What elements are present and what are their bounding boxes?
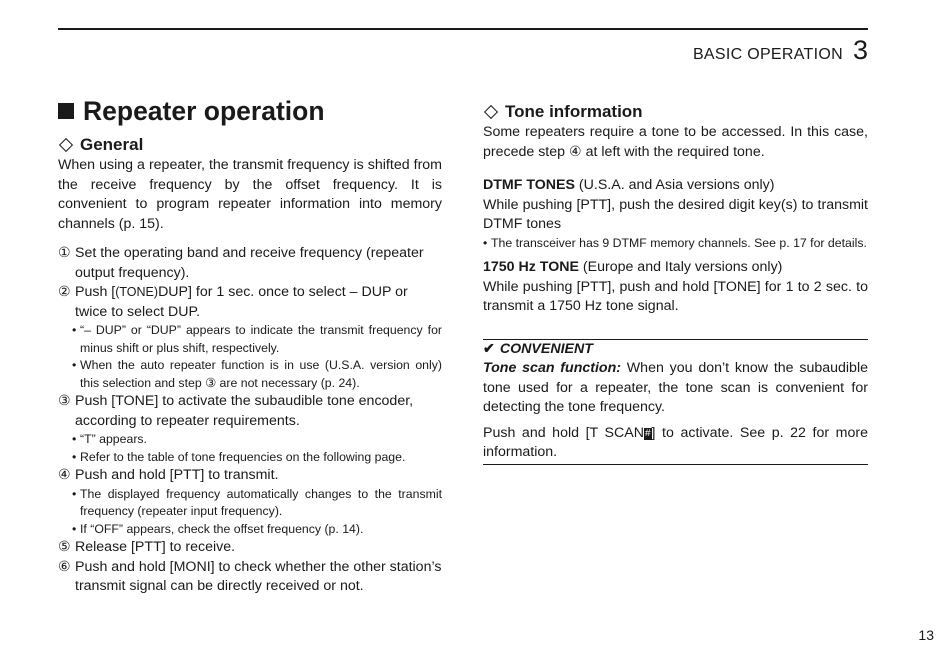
step-number: ① bbox=[58, 245, 71, 261]
dtmf-bullet-text: The transceiver has 9 DTMF memory channels. See p. 17 for details. bbox=[491, 235, 867, 250]
push-post: ] to activate. See p. 22 for more information. bbox=[483, 424, 868, 460]
step-number: ⑥ bbox=[58, 558, 71, 575]
dtmf-line bbox=[483, 176, 868, 196]
tone-scan-paragraph bbox=[483, 359, 868, 418]
step-bullet-text: If “OFF” appears, check the offset frequency (p. 14). bbox=[80, 521, 364, 536]
step-text: Release [PTT] to receive. bbox=[75, 539, 236, 555]
step-text-post: DUP] for 1 sec. once to select – DUP or twice to select DUP. bbox=[75, 284, 408, 320]
step-text bbox=[75, 283, 442, 322]
chapter-number: 3 bbox=[852, 35, 868, 65]
step-bullet: • When the auto repeater function is in use (U.S.A. version only) this selection and step ③ are not necessary (p. 24). bbox=[58, 357, 442, 392]
tone-scan-text: When you don’t know the subaudible tone used for a repeater, the tone scan is convenient for detecting the tone frequency. bbox=[483, 360, 868, 415]
tone1750-label: 1750 Hz TONE bbox=[483, 259, 579, 275]
step-bullet: • Refer to the table of tone frequencies on the following page. bbox=[58, 449, 442, 467]
tone-heading-text: Tone information bbox=[505, 102, 643, 121]
step-bullet: • The displayed frequency automatically changes to the transmit frequency (repeater input frequency). bbox=[58, 486, 442, 521]
tone1750-paragraph: While pushing [PTT], push and hold [TONE] for 1 to 2 sec. to transmit a 1750 Hz tone signal. bbox=[483, 278, 868, 314]
step-bullet: • If “OFF” appears, check the offset frequency (p. 14). bbox=[58, 521, 442, 539]
step-item bbox=[58, 538, 442, 558]
page-header bbox=[693, 35, 868, 66]
step-item bbox=[58, 466, 442, 486]
page-title-text: Repeater operation bbox=[83, 96, 325, 126]
step-bullet: • “T” appears. bbox=[58, 431, 442, 449]
tone1750-note: (Europe and Italy versions only) bbox=[578, 259, 783, 275]
tone-key-label: (TONE) bbox=[115, 285, 159, 299]
step-text: Push and hold [MONI] to check whether the other station’s transmit signal can be directly received or not. bbox=[75, 558, 442, 594]
dtmf-note: (U.S.A. and Asia versions only) bbox=[574, 177, 775, 193]
top-rule bbox=[58, 28, 868, 30]
convenient-label bbox=[483, 340, 868, 360]
step-bullet-text: “– DUP” or “DUP” appears to indicate the transmit frequency for minus shift or plus shift, respectively. bbox=[80, 323, 442, 355]
step-number: ③ bbox=[58, 393, 71, 409]
general-paragraph: When using a repeater, the transmit frequency is shifted from the receive frequency by the offset frequency. It is convenient to program repeater information into memory channels (p. 15). bbox=[58, 157, 442, 232]
step-text: Push [TONE] to activate the subaudible tone encoder, according to repeater requirements. bbox=[75, 393, 414, 429]
section-title: BASIC OPERATION bbox=[692, 46, 843, 63]
step-bullet: • “– DUP” or “DUP” appears to indicate the transmit frequency for minus shift or plus shift, respectively. bbox=[58, 322, 442, 357]
tone-scan-label: Tone scan function: bbox=[483, 360, 621, 376]
page-title bbox=[58, 96, 442, 126]
convenient-box bbox=[483, 339, 868, 465]
step-item bbox=[58, 392, 442, 431]
step-text-pre: Push [ bbox=[75, 284, 116, 300]
tone-scan-push-paragraph bbox=[483, 424, 868, 463]
tone1750-line bbox=[483, 258, 868, 278]
push-pre: Push and hold [T SCAN bbox=[483, 424, 644, 441]
step-bullet-text: Refer to the table of tone frequencies on the following page. bbox=[80, 449, 406, 464]
step-item bbox=[58, 244, 442, 283]
dtmf-paragraph: While pushing [PTT], push the desired digit key(s) to transmit DTMF tones bbox=[483, 196, 868, 232]
hash-key-icon: # bbox=[644, 427, 651, 439]
step-text: Set the operating band and receive frequency (repeater output frequency). bbox=[75, 245, 424, 281]
general-heading bbox=[58, 134, 442, 156]
steps-list bbox=[58, 244, 442, 597]
step-item bbox=[58, 558, 442, 597]
page-number: 13 bbox=[918, 627, 934, 643]
dtmf-label: DTMF TONES bbox=[483, 177, 575, 193]
step-number: ② bbox=[58, 284, 71, 300]
step-number: ④ bbox=[58, 467, 71, 483]
square-bullet-icon bbox=[58, 103, 74, 119]
left-column bbox=[58, 96, 442, 597]
step-text: Push and hold [PTT] to transmit. bbox=[75, 467, 279, 483]
step-bullet-text: “T” appears. bbox=[80, 432, 147, 446]
step-item bbox=[58, 283, 442, 322]
diamond-icon bbox=[59, 138, 73, 152]
checkmark-icon: ✔ bbox=[483, 340, 495, 357]
tone-paragraph: Some repeaters require a tone to be accessed. In this case, precede step ④ at left with the required tone. bbox=[483, 124, 868, 160]
step-bullet-text: When the auto repeater function is in use (U.S.A. version only) this selection and step ③ are not necessary (p. 24). bbox=[80, 358, 442, 390]
convenient-label-text: CONVENIENT bbox=[499, 340, 593, 357]
general-heading-text: General bbox=[80, 135, 144, 154]
tone-heading bbox=[483, 101, 868, 123]
step-bullet-text: The displayed frequency automatically changes to the transmit frequency (repeater input frequency). bbox=[80, 486, 442, 518]
step-number: ⑤ bbox=[58, 539, 71, 555]
right-column bbox=[483, 101, 868, 465]
dtmf-bullet: • The transceiver has 9 DTMF memory channels. See p. 17 for details. bbox=[483, 235, 868, 253]
diamond-icon bbox=[484, 105, 498, 119]
